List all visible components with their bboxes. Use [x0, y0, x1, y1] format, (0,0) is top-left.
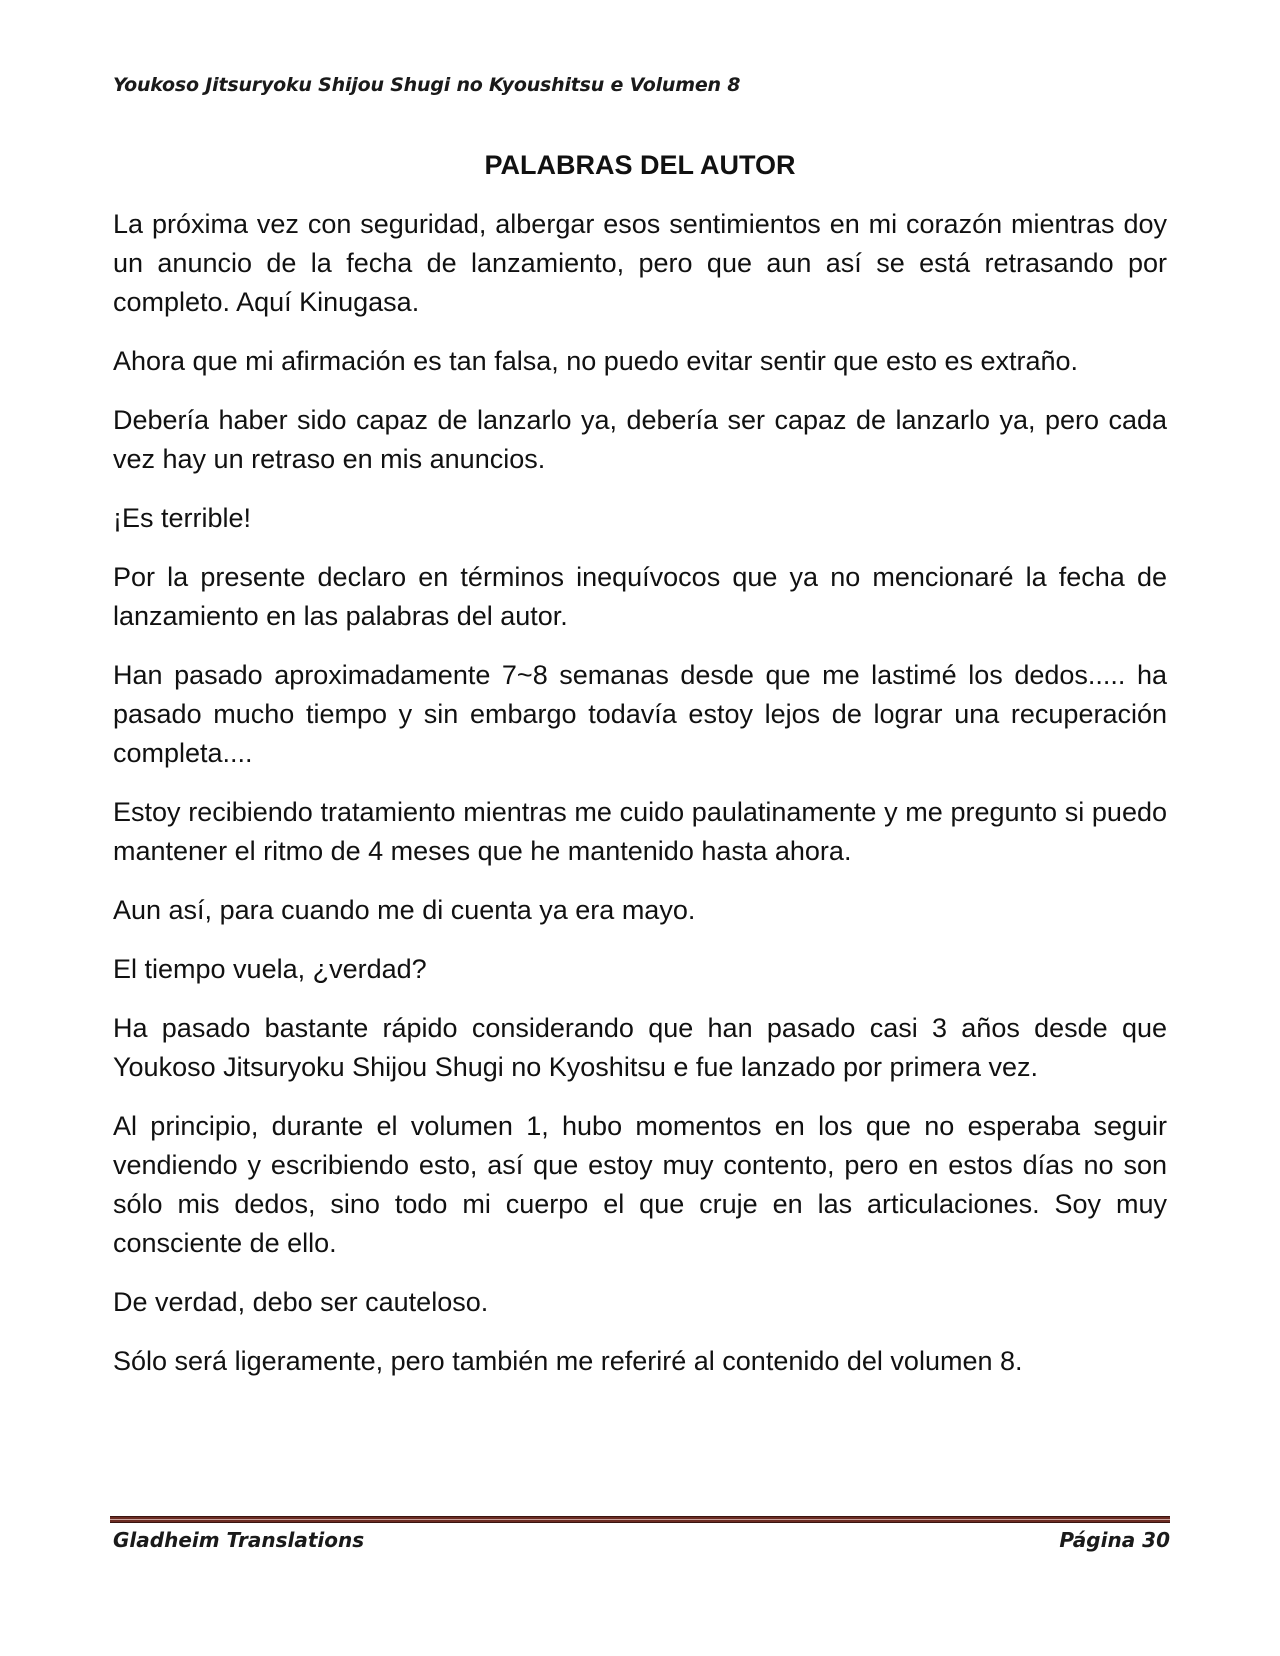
footer-divider [110, 1516, 1170, 1523]
paragraph: Debería haber sido capaz de lanzarlo ya, debería ser capaz de lanzarlo ya, pero cada vez hay un retraso en mis anuncios. [113, 405, 1167, 474]
paragraph: La próxima vez con seguridad, albergar esos sentimientos en mi corazón mientras doy un anuncio de la fecha de lanzamiento, pero que aun así se está retrasando por completo. Aquí Kinugasa. [113, 209, 1167, 317]
paragraph: De verdad, debo ser cauteloso. [113, 1287, 489, 1317]
paragraph: Ahora que mi afirmación es tan falsa, no puedo evitar sentir que esto es extraño. [113, 346, 1079, 376]
paragraph: Aun así, para cuando me di cuenta ya era mayo. [113, 895, 696, 925]
body-text [113, 205, 1167, 1401]
paragraph: Estoy recibiendo tratamiento mientras me cuido paulatinamente y me pregunto si puedo mantener el ritmo de 4 meses que he mantenido hasta ahora. [113, 797, 1167, 866]
paragraph: Han pasado aproximadamente 7~8 semanas desde que me lastimé los dedos..... ha pasado mucho tiempo y sin embargo todavía estoy lejos de lograr una recuperación completa.... [113, 660, 1167, 768]
paragraph: Ha pasado bastante rápido considerando que han pasado casi 3 años desde que Youkoso Jitsuryoku Shijou Shugi no Kyoshitsu e fue lanzado por primera vez. [113, 1013, 1167, 1082]
page-title: PALABRAS DEL AUTOR [484, 150, 796, 180]
paragraph: Al principio, durante el volumen 1, hubo momentos en los que no esperaba seguir vendiendo y escribiendo esto, así que estoy muy contento, pero en estos días no son sólo mis dedos, sino todo mi cuerpo el que cruje en las articulaciones. Soy muy consciente de ello. [113, 1111, 1167, 1258]
footer-page-number: Página 30 [1059, 1528, 1170, 1552]
paragraph: El tiempo vuela, ¿verdad? [113, 954, 427, 984]
running-header: Youkoso Jitsuryoku Shijou Shugi no Kyoushitsu e Volumen 8 [113, 74, 741, 96]
paragraph: Por la presente declaro en términos inequívocos que ya no mencionaré la fecha de lanzamiento en las palabras del autor. [113, 562, 1167, 631]
paragraph: Sólo será ligeramente, pero también me referiré al contenido del volumen 8. [113, 1346, 1023, 1376]
footer-divider-highlight [110, 1519, 1170, 1520]
paragraph: ¡Es terrible! [113, 503, 252, 533]
footer-publisher: Gladheim Translations [113, 1528, 365, 1552]
